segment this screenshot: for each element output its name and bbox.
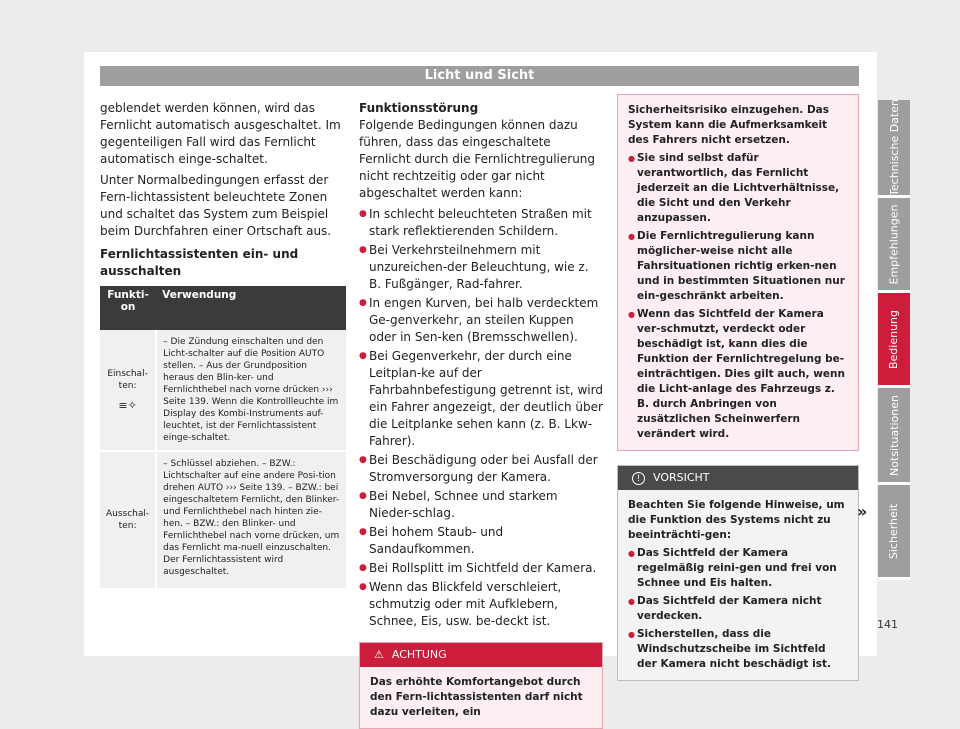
caution-bullet: ● Das Sichtfeld der Kamera nicht verdecken. — [628, 594, 848, 624]
function-table — [100, 286, 346, 590]
caution-bullet: ● Das Sichtfeld der Kamera regelmäßig reini-gen und frei von Schnee und Eis halten. — [628, 546, 848, 591]
column-middle — [359, 100, 603, 729]
warning-triangle-icon: ⚠ — [374, 648, 384, 661]
table-header-function: Funkti-on — [100, 286, 156, 330]
tab-empfehlungen[interactable]: Empfehlungen — [878, 198, 910, 293]
list-item: ● In schlecht beleuchteten Straßen mit stark reflektierenden Schildern. — [359, 206, 603, 240]
table-cell-usage: – Schlüssel abziehen. – BZW.: Lichtschalter auf eine andere Posi-tion drehen AUTO ››› Seite 139. – BZW.: bei eingeschaltetem Fernlicht, den Blinker- und Fernlichthebel nach hinten zie-hen. – BZW.: den Blinker- und Fernlichthebel nach vorne drücken, um das Fernlicht ma-nuell einzuschalten. Der Fernlichtassistent wird ausgeschaltet. — [156, 451, 346, 589]
list-item: ● Bei hohem Staub- und Sandaufkommen. — [359, 524, 603, 558]
warning-bullet: ● Die Fernlichtregulierung kann möglicher-weise nicht alle Fahrsituationen richtig erken-nen und in bestimmten Situationen nur ein-geschränkt arbeiten. — [628, 229, 848, 304]
list-item: ● Bei Beschädigung oder bei Ausfall der Stromversorgung der Kamera. — [359, 452, 603, 486]
paragraph: Folgende Bedingungen können dazu führen, dass das eingeschaltete Fernlicht durch die Fernlichtregulierung nicht rechtzeitig oder gar nicht abgeschaltet werden kann: — [359, 118, 596, 200]
list-item: ● Bei Verkehrsteilnehmern mit unzureichen-der Beleuchtung, wie z. B. Fußgänger, Rad-fahrer. — [359, 242, 603, 293]
caution-text: Beachten Sie folgende Hinweise, um die Funktion des Systems nicht zu beeinträchti-gen: — [628, 499, 845, 541]
chapter-tabs — [878, 100, 910, 580]
paragraph: Unter Normalbedingungen erfasst der Fern-lichtassistent beleuchtete Zonen und schaltet das System zum Beispiel beim Durchfahren einer Ortschaft aus. — [100, 173, 332, 238]
caution-bullet: ● Sicherstellen, dass die Windschutzscheibe im Sichtfeld der Kamera nicht beschädigt ist. — [628, 627, 848, 672]
list-item: ● Bei Rollsplitt im Sichtfeld der Kamera. — [359, 560, 603, 577]
table-header-usage: Verwendung — [156, 286, 346, 330]
warning-header: ⚠ ACHTUNG — [360, 643, 602, 667]
warning-text: Sicherheitsrisiko einzugehen. Das System kann die Aufmerksamkeit des Fahrers nicht ersetzen. — [628, 104, 830, 146]
column-right — [617, 94, 859, 681]
table-row — [100, 330, 346, 451]
column-left — [100, 100, 346, 590]
caution-box — [617, 465, 859, 681]
list-item: ● Bei Gegenverkehr, der durch eine Leitplan-ke auf der Fahrbahnbefestigung getrennt ist, wird ein Fahrer angezeigt, der deutlich über die Leitplanke sehen kann (z. B. Lkw-Fahrer). — [359, 348, 603, 450]
tab-bedienung[interactable]: Bedienung — [878, 293, 910, 388]
continue-arrow-icon: » — [857, 502, 868, 521]
section-heading: Funktionsstörung — [359, 101, 479, 115]
caution-header: ! VORSICHT — [618, 466, 858, 490]
info-circle-icon: ! — [632, 472, 645, 485]
warning-box — [359, 642, 603, 729]
headlight-assist-icon: ≡✧ — [118, 399, 137, 412]
list-item: ● Wenn das Blickfeld verschleiert, schmutzig oder mit Aufklebern, Schnee, Eis, usw. be-deckt ist. — [359, 579, 603, 630]
warning-bullet: ● Sie sind selbst dafür verantwortlich, das Fernlicht jederzeit an die Lichtverhältnisse, die Sicht und den Verkehr anzupassen. — [628, 151, 848, 226]
warning-bullet: ● Wenn das Sichtfeld der Kamera ver-schmutzt, verdeckt oder beschädigt ist, kann dies die Funktion der Fernlichtregelung be-einträchtigen. Dies gilt auch, wenn die Licht-anlage des Fahrzeugs z. B. durch Anbringen von zusätzlichen Scheinwerfern verändert wird. — [628, 307, 848, 442]
section-header: Licht und Sicht — [100, 66, 859, 86]
table-cell-usage: – Die Zündung einschalten und den Licht-schalter auf die Position AUTO stellen. – Aus der Grundposition heraus den Blin-ker- und Fernlichthebel nach vorne drücken ››› Seite 139. Wenn die Kontrollleuchte im Display des Kombi-Instruments auf-leuchtet, ist der Fernlichtassistent einge-schaltet. — [156, 330, 346, 451]
list-item: ● In engen Kurven, bei halb verdecktem Ge-genverkehr, an steilen Kuppen oder in Sen-ken (Bremsschwellen). — [359, 295, 603, 346]
tab-sicherheit[interactable]: Sicherheit — [878, 485, 910, 580]
tab-technische-daten[interactable]: Technische Daten — [878, 100, 910, 198]
warning-text: Das erhöhte Komfortangebot durch den Fern-lichtassistenten darf nicht dazu verleiten, ein — [370, 676, 583, 718]
list-item: ● Bei Nebel, Schnee und starkem Nieder-schlag. — [359, 488, 603, 522]
paragraph: geblendet werden können, wird das Fernlicht automatisch ausgeschaltet. Im gegenteiligen Fall wird das Fernlicht automatisch einge-schaltet. — [100, 101, 341, 166]
warning-box-continued — [617, 94, 859, 451]
section-heading: Fernlichtassistenten ein- und ausschalten — [100, 247, 299, 278]
page-number: 141 — [877, 618, 898, 631]
tab-notsituationen[interactable]: Notsituationen — [878, 388, 910, 485]
table-cell-function: Einschal-ten: ≡✧ — [100, 330, 156, 451]
table-cell-function: Ausschal-ten: — [100, 451, 156, 589]
table-row — [100, 451, 346, 589]
